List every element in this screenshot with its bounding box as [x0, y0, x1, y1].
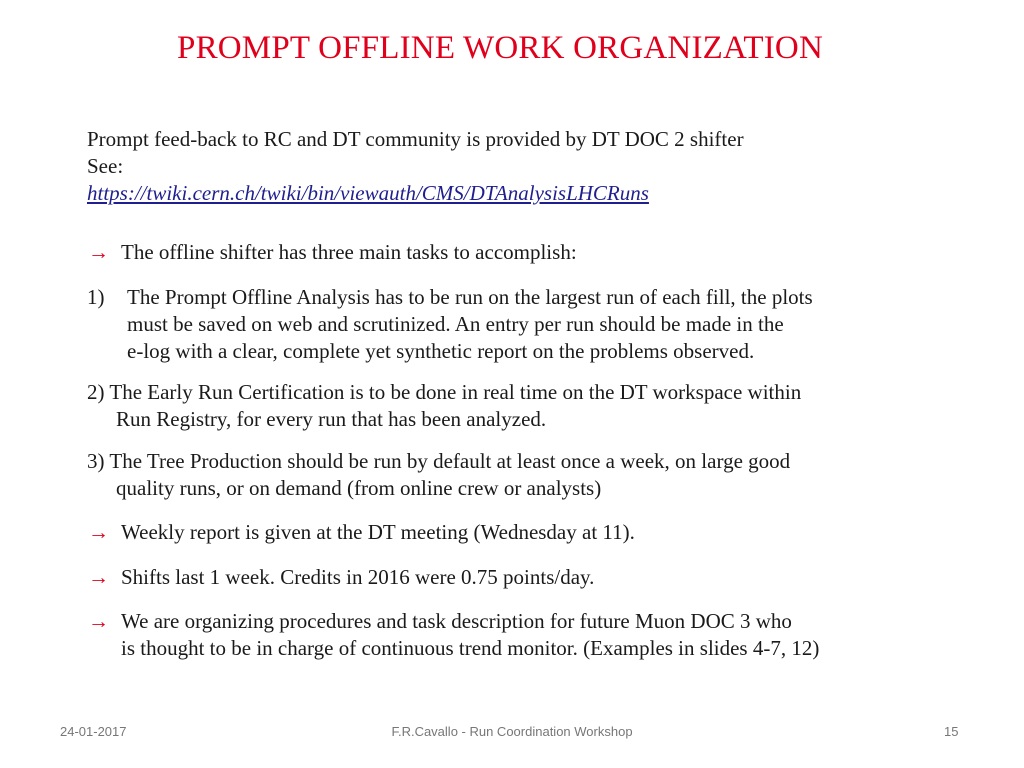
task1-line: e-log with a clear, complete yet synthetic report on the problems observed.	[127, 339, 755, 363]
footer-page-number: 15	[944, 724, 959, 739]
arrow-icon: →	[88, 240, 109, 264]
see-label: See:	[87, 154, 124, 178]
twiki-link[interactable]: https://twiki.cern.ch/twiki/bin/viewauth/CMS/DTAnalysisLHCRuns	[87, 181, 649, 205]
organizing-line: is thought to be in charge of continuous trend monitor. (Examples in slides 4-7, 12)	[121, 636, 820, 660]
arrow-icon: →	[88, 565, 109, 589]
intro-block	[87, 126, 967, 207]
arrow-icon: →	[88, 520, 109, 544]
task1-line: The Prompt Offline Analysis has to be run on the largest run of each fill, the plots	[127, 285, 813, 309]
intro-line: Prompt feed-back to RC and DT community is provided by DT DOC 2 shifter	[87, 127, 744, 151]
task3-line: quality runs, or on demand (from online crew or analysts)	[116, 476, 602, 500]
slide-title: PROMPT OFFLINE WORK ORGANIZATION	[177, 30, 823, 66]
shifts-text: Shifts last 1 week. Credits in 2016 were 0.75 points/day.	[121, 565, 595, 589]
organizing-line: We are organizing procedures and task description for future Muon DOC 3 who	[121, 609, 792, 633]
footer-date: 24-01-2017	[60, 724, 127, 739]
tasks-intro-text: The offline shifter has three main tasks to accomplish:	[121, 240, 577, 264]
task1-number: 1)	[87, 285, 105, 309]
task2-line: Run Registry, for every run that has been analyzed.	[116, 407, 547, 431]
task1-line: must be saved on web and scrutinized. An entry per run should be made in the	[127, 312, 784, 336]
weekly-report-text: Weekly report is given at the DT meeting (Wednesday at 11).	[121, 520, 635, 544]
task3-line: 3) The Tree Production should be run by default at least once a week, on large good	[87, 449, 791, 473]
footer-author: F.R.Cavallo - Run Coordination Workshop	[391, 724, 633, 739]
task2-line: 2) The Early Run Certification is to be done in real time on the DT workspace within	[87, 380, 802, 404]
arrow-icon: →	[88, 609, 109, 633]
